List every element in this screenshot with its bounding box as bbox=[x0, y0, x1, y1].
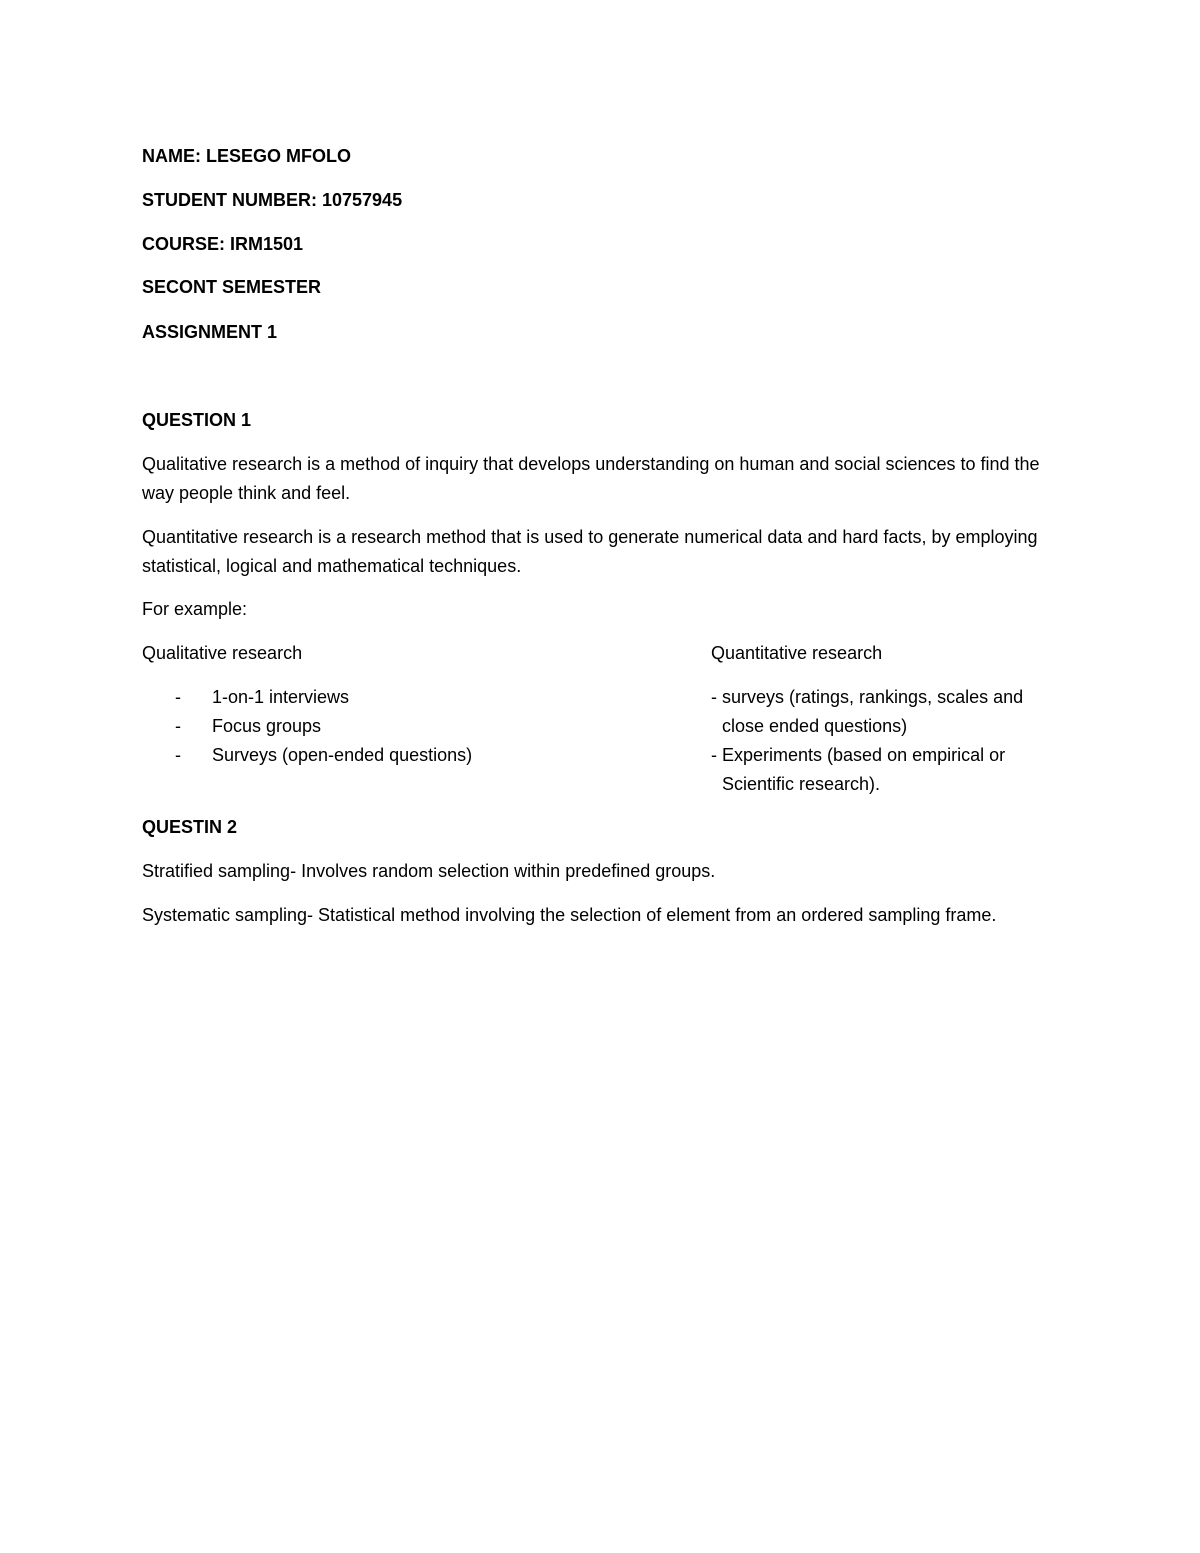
assignment-title: ASSIGNMENT 1 bbox=[142, 322, 278, 342]
quantitative-item: - Experiments (based on empirical or bbox=[711, 745, 1006, 765]
course-code: COURSE: IRM1501 bbox=[142, 234, 304, 254]
student-number: STUDENT NUMBER: 10757945 bbox=[142, 190, 403, 210]
qualitative-item: Focus groups bbox=[212, 716, 322, 736]
quantitative-definition: Quantitative research is a research method that is used to generate numerical data and hard facts, by employing statistical, logical and mathematical techniques. bbox=[142, 527, 1038, 576]
qualitative-definition: Qualitative research is a method of inquiry that develops understanding on human and social sciences to find the way people think and feel. bbox=[142, 454, 1040, 503]
question-2-heading: QUESTIN 2 bbox=[142, 817, 238, 837]
list-bullet: - bbox=[175, 687, 181, 707]
quantitative-item-continued: close ended questions) bbox=[722, 716, 908, 736]
qualitative-column-title: Qualitative research bbox=[142, 643, 303, 663]
example-intro: For example: bbox=[142, 599, 248, 619]
list-bullet: - bbox=[175, 716, 181, 736]
semester: SECONT SEMESTER bbox=[142, 277, 322, 297]
quantitative-item-continued: Scientific research). bbox=[722, 774, 881, 794]
qualitative-item: 1-on-1 interviews bbox=[212, 687, 350, 707]
stratified-sampling: Stratified sampling- Involves random selection within predefined groups. bbox=[142, 861, 716, 881]
quantitative-item: - surveys (ratings, rankings, scales and bbox=[711, 687, 1024, 707]
question-1-heading: QUESTION 1 bbox=[142, 410, 252, 430]
list-bullet: - bbox=[175, 745, 181, 765]
quantitative-column-title: Quantitative research bbox=[711, 643, 883, 663]
qualitative-item: Surveys (open-ended questions) bbox=[212, 745, 473, 765]
systematic-sampling: Systematic sampling- Statistical method involving the selection of element from an ordered sampling frame. bbox=[142, 905, 997, 925]
student-name: NAME: LESEGO MFOLO bbox=[142, 146, 351, 166]
